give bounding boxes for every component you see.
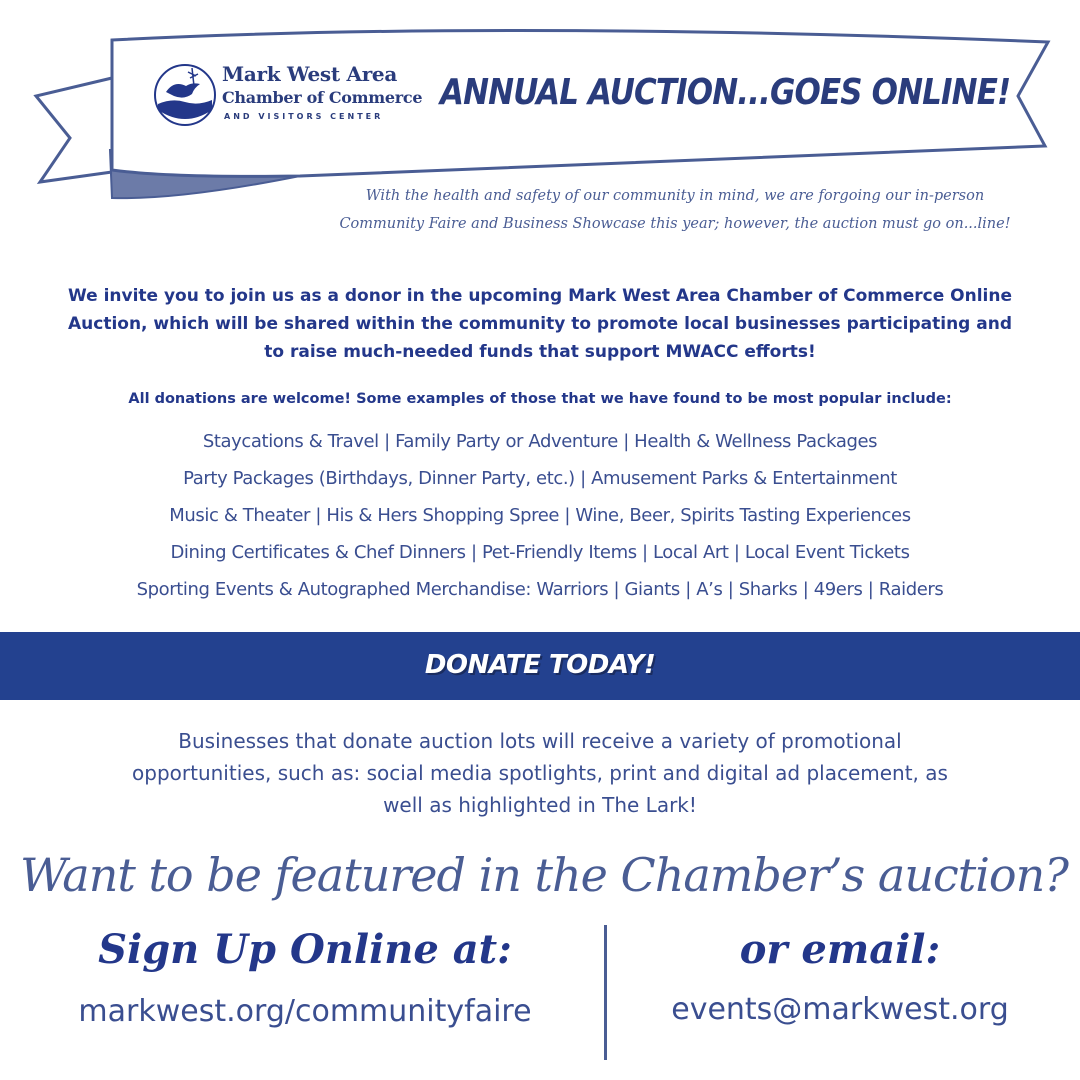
category-line: Sporting Events & Autographed Merchandise: Warriors | Giants | A’s | Sharks | 49ers | Raiders xyxy=(136,579,944,600)
category-line: Staycations & Travel | Family Party or Adventure | Health & Wellness Packages xyxy=(202,431,878,452)
chamber-logo xyxy=(152,60,422,130)
logo-name-line1: Mark West Area xyxy=(222,62,398,86)
category-line: Music & Theater | His & Hers Shopping Spree | Wine, Beer, Spirits Tasting Experiences xyxy=(169,505,911,526)
featured-callout: Want to be featured in the Chamber’s auction? xyxy=(20,848,1068,902)
intro-text: With the health and safety of our community in mind, we are forgoing our in-person Community Faire and Business Showcase this year; however, the auction must go on...line! xyxy=(339,188,1011,232)
donate-label: DONATE TODAY! xyxy=(424,650,656,680)
donate-banner xyxy=(0,632,1080,700)
invite-paragraph: We invite you to join us as a donor in the upcoming Mark West Area Chamber of Commerce Online Auction, which will be shared within the community to promote local businesses participating and to raise much-needed funds that support MWACC efforts! xyxy=(67,286,1013,362)
signup-heading: Sign Up Online at: xyxy=(98,926,512,973)
donation-examples-heading: All donations are welcome! Some examples of those that we have found to be most popular include: xyxy=(128,391,952,407)
vertical-divider xyxy=(604,925,607,1060)
donation-categories-list xyxy=(40,423,1040,608)
email-link[interactable]: events@markwest.org xyxy=(671,992,1009,1027)
category-line: Dining Certificates & Chef Dinners | Pet-Friendly Items | Local Art | Local Event Tickets xyxy=(170,542,910,563)
email-heading: or email: xyxy=(739,926,941,973)
signup-link[interactable]: markwest.org/communityfaire xyxy=(78,994,532,1029)
category-line: Party Packages (Birthdays, Dinner Party, etc.) | Amusement Parks & Entertainment xyxy=(183,468,897,489)
logo-name-line2: Chamber of Commerce xyxy=(222,88,423,107)
bird-seal-icon xyxy=(152,62,218,128)
page-title: ANNUAL AUCTION...GOES ONLINE! xyxy=(440,72,1011,113)
benefits-paragraph: Businesses that donate auction lots will receive a variety of promotional opportunities, such as: social media spotlights, print and digital ad placement, as well as highlighted in The Lark! xyxy=(132,729,948,817)
ribbon-left-tail xyxy=(36,78,112,182)
logo-name-line3: AND VISITORS CENTER xyxy=(224,112,384,121)
